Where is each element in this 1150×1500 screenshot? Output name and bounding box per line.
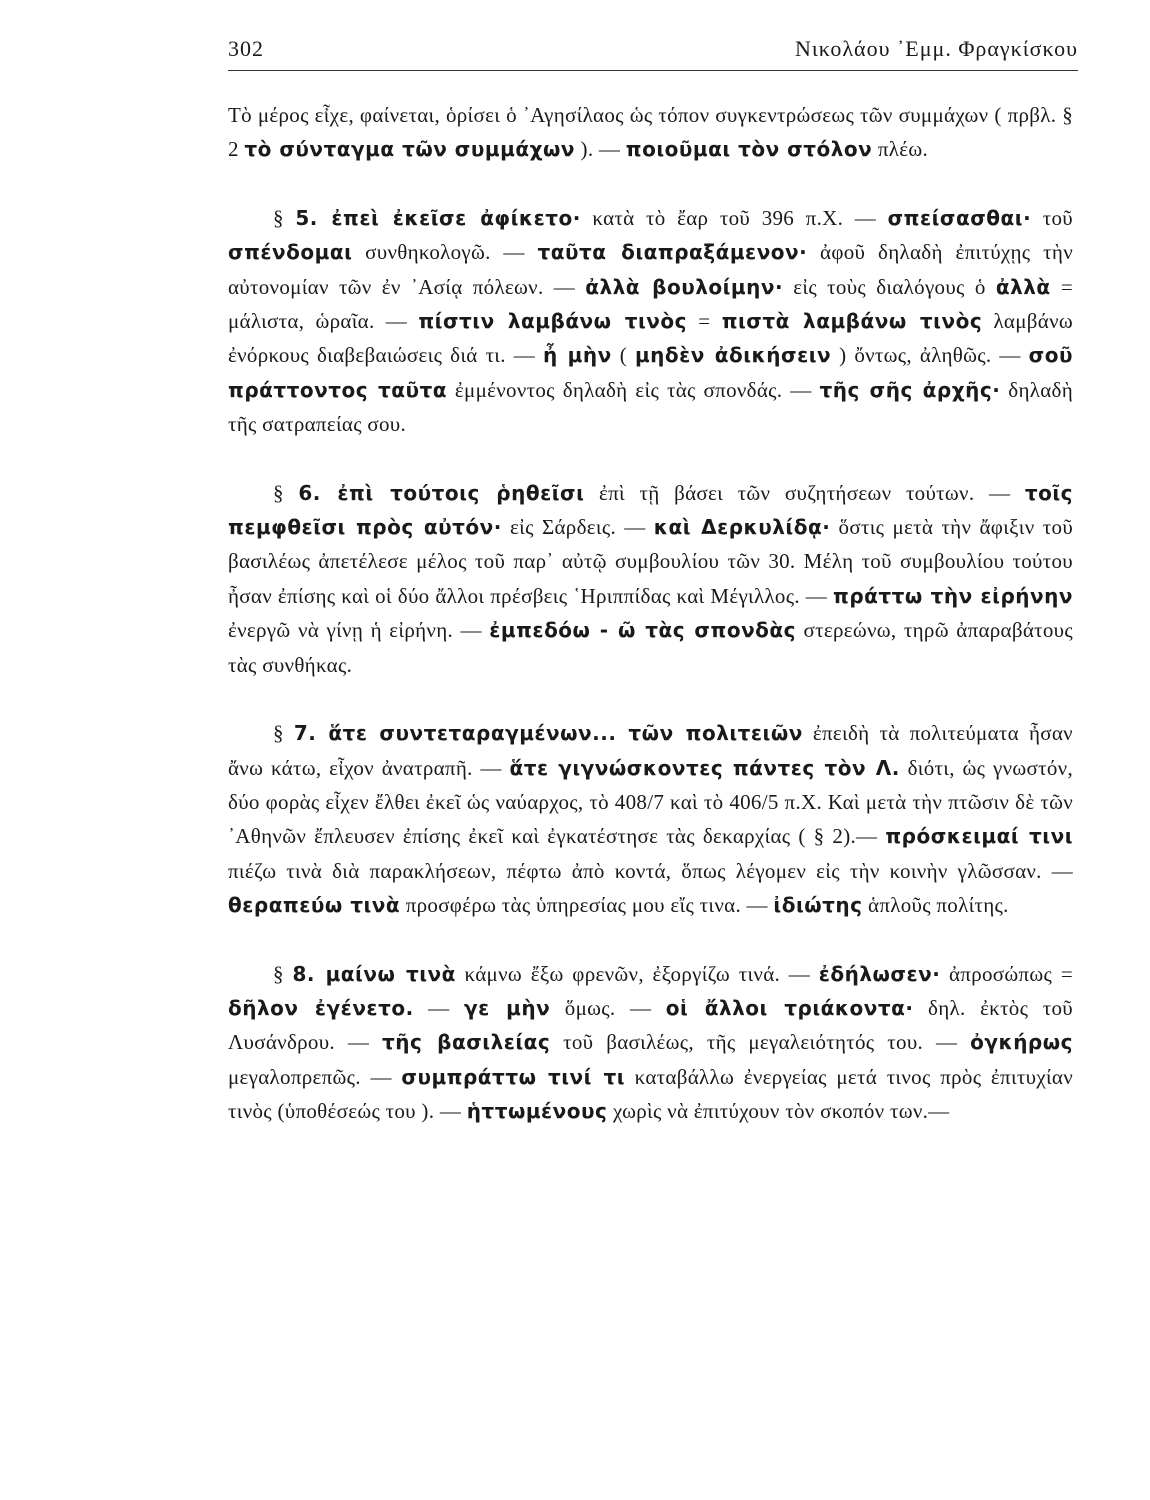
body-text (228, 98, 1073, 1129)
bold-term: τοῖς πεμφθεῖσι πρὸς αὐτόν· (228, 480, 1074, 540)
text-run: ἀπροσώπως = (940, 961, 1073, 986)
bold-term: σπένδομαι (228, 240, 353, 265)
section-mark: § (273, 961, 293, 986)
paragraph-section-8 (228, 957, 1073, 1129)
text-run: ἐνεργῶ νὰ γίνῃ ἡ εἰρήνη. — (228, 618, 490, 643)
text-run: καταβάλλω ἐνεργείας μετά τινος πρὸς ἐπιτυχίαν τινὸς (ὑποθέσεώς του ). — (228, 1064, 1074, 1124)
bold-term: ἐμπεδόω - ῶ τὰς σπονδὰς (489, 618, 797, 643)
bold-term: ἅτε γιγνώσκοντες πάντες τὸν Λ. (509, 755, 900, 780)
bold-term: θεραπεύω τινὰ (228, 893, 401, 918)
text-run: εἰς τοὺς διαλόγους ὁ (783, 274, 996, 299)
bold-term: συμπράττω τινί τι (401, 1064, 626, 1089)
section-mark: § 2 (228, 103, 1073, 162)
bold-term: ἀλλὰ βουλοίμην· (585, 274, 784, 299)
text-run: ὅστις μετὰ τὴν ἄφιξιν τοῦ βασιλέως ἀπετέλεσε μέλος τοῦ παρ᾿ αὐτῷ συμβουλίου τῶν 30. Μέλη τοῦ συμβουλίου τούτου ἦσαν ἐπίσης καὶ οἱ δύο ἄλλοι πρέσβεις ῾Ηριππίδας καὶ Μέγιλλος. — (228, 515, 1074, 608)
text-run: εἰς Σάρδεις. — (501, 515, 654, 540)
text-run: ).— (843, 824, 886, 849)
bold-term: γε μὴν (464, 995, 551, 1020)
text-run: συνθηκολογῶ. — (352, 240, 538, 265)
bold-term: 6. ἐπὶ τούτοις ῥηθεῖσι (298, 480, 585, 505)
bold-term: ἡττωμένους (466, 1099, 608, 1124)
text-run: ἐμμένοντος δηλαδὴ εἰς τὰς σπονδάς. — (446, 377, 820, 402)
text-run: — (413, 995, 464, 1020)
bold-term: 7. ἅτε συντεταραγμένων... τῶν πολιτειῶν (293, 721, 803, 746)
bold-term: δῆλον ἐγένετο. (228, 995, 414, 1020)
text-run: πιέζω τινὰ διὰ παρακλήσεων, πέφτω ἀπὸ κοντά, ὅπως λέγομεν εἰς τὴν κοινὴν γλῶσσαν. — (228, 858, 1073, 883)
text-run: ὅμως. — (550, 995, 666, 1020)
bold-term: οἱ ἄλλοι τριάκοντα· (665, 995, 914, 1020)
paragraph-intro (228, 98, 1073, 167)
bold-term: ἦ μὴν (543, 343, 612, 368)
text-run: πλέω. (872, 137, 929, 162)
text-run: κάμνω ἔξω φρενῶν, ἐξοργίζω τινά. — (455, 961, 819, 986)
page-number: 302 (228, 36, 264, 61)
text-run: δηλ. ἐκτὸς τοῦ Λυσάνδρου. — (228, 995, 1073, 1055)
text-run: Τὸ μέρος εἶχε, φαίνεται, ὁρίσει ὁ ᾿Αγησίλαος ὡς τόπον συγκεντρώσεως τῶν συμμάχων ( πρβλ. (228, 103, 1063, 127)
header-rule (228, 70, 1078, 71)
bold-term: σοῦ πράττοντος ταῦτα (228, 343, 1073, 402)
text-run: ἐπειδὴ τὰ πολιτεύματα ἦσαν ἄνω κάτω, εἶχον ἀνατραπῆ. — (228, 721, 1073, 780)
bold-term: τῆς σῆς ἀρχῆς· (819, 377, 1001, 402)
text-run: ( (611, 343, 635, 368)
text-run: προσφέρω τὰς ὑπηρεσίας μου εἴς τινα. — (400, 893, 774, 918)
section-mark: § 2 (813, 824, 844, 849)
text-run: ) ὄντως, ἀληθῶς. — (831, 343, 1029, 368)
bold-term: τὸ σύνταγμα τῶν συμμάχων (244, 137, 575, 162)
text-run: ). — (574, 137, 626, 162)
section-mark: § (273, 480, 299, 505)
bold-term: τῆς βασιλείας (382, 1030, 551, 1055)
paragraph-section-5 (228, 201, 1073, 442)
section-mark: § (273, 205, 296, 230)
text-run: = (687, 309, 722, 334)
running-head: Νικολάου ᾿Εμμ. Φραγκίσκου (794, 36, 1078, 61)
bold-term: 8. μαίνω τινὰ (292, 961, 456, 986)
bold-term: πράττω τὴν εἰρήνην (833, 583, 1073, 608)
bold-term: καὶ Δερκυλίδᾳ· (653, 515, 831, 540)
text-run: ἀφοῦ δηλαδὴ ἐπιτύχῃς τὴν αὐτονομίαν τῶν ἐν ᾿Ασίᾳ πόλεων. — (228, 240, 1073, 299)
bold-term: πιστὰ λαμβάνω τινὸς (721, 309, 983, 334)
text-run: τοῦ βασιλέως, τῆς μεγαλειότητός του. — (550, 1030, 971, 1055)
bold-term: μηδὲν ἀδικήσειν (634, 343, 832, 368)
bold-term: πίστιν λαμβάνω τινὸς (418, 309, 688, 334)
text-run: λαμβάνω ἐνόρκους διαβεβαιώσεις διά τι. — (228, 309, 1073, 368)
bold-term: ποιοῦμαι τὸν στόλον (625, 137, 873, 162)
bold-term: 5. ἐπεὶ ἐκεῖσε ἀφίκετο· (295, 205, 581, 230)
text-run: κατὰ τὸ ἔαρ τοῦ 396 π.Χ. — (580, 205, 888, 230)
text-run: στερεώνω, τηρῶ ἀπαραβάτους τὰς συνθήκας. (228, 618, 1073, 677)
section-mark: § (273, 721, 294, 746)
text-run: μεγαλοπρεπῶς. — (228, 1064, 402, 1089)
bold-term: ὀγκήρως (970, 1030, 1073, 1055)
bold-term: ταῦτα διαπραξάμενον· (537, 240, 808, 265)
text-run: ἁπλοῦς πολίτης. (862, 893, 1009, 918)
bold-term: σπείσασθαι· (887, 205, 1032, 230)
text-run: χωρὶς νὰ ἐπιτύχουν τὸν σκοπόν των.— (607, 1099, 950, 1124)
bold-term: πρόσκειμαί τινι (885, 824, 1073, 849)
paragraph-section-6 (228, 476, 1073, 682)
bold-term: ἰδιώτης (773, 893, 863, 918)
bold-term: ἀλλὰ (995, 274, 1051, 299)
text-run: δηλαδὴ τῆς σατραπείας σου. (228, 377, 1073, 437)
page-header (228, 30, 1078, 70)
paragraph-section-7 (228, 716, 1073, 922)
bold-term: ἐδήλωσεν· (818, 961, 941, 986)
text-run: διότι, ὡς γνωστόν, δύο φορὰς εἶχεν ἔλθει ἐκεῖ ὡς ναύαρχος, τὸ 408/7 καὶ τὸ 406/5 π.Χ. Καὶ μετὰ τὴν πτῶσιν δὲ τῶν ᾿Αθηνῶν ἔπλευσεν ἐπίσης ἐκεῖ καὶ ἐγκατέστησε τὰς δεκαρχίας ( (228, 755, 1073, 849)
text-run: τοῦ (1031, 205, 1073, 230)
text-run: ἐπὶ τῇ βάσει τῶν συζητήσεων τούτων. — (584, 480, 1025, 505)
text-run: = μάλιστα, ὡραῖα. — (228, 274, 1074, 334)
